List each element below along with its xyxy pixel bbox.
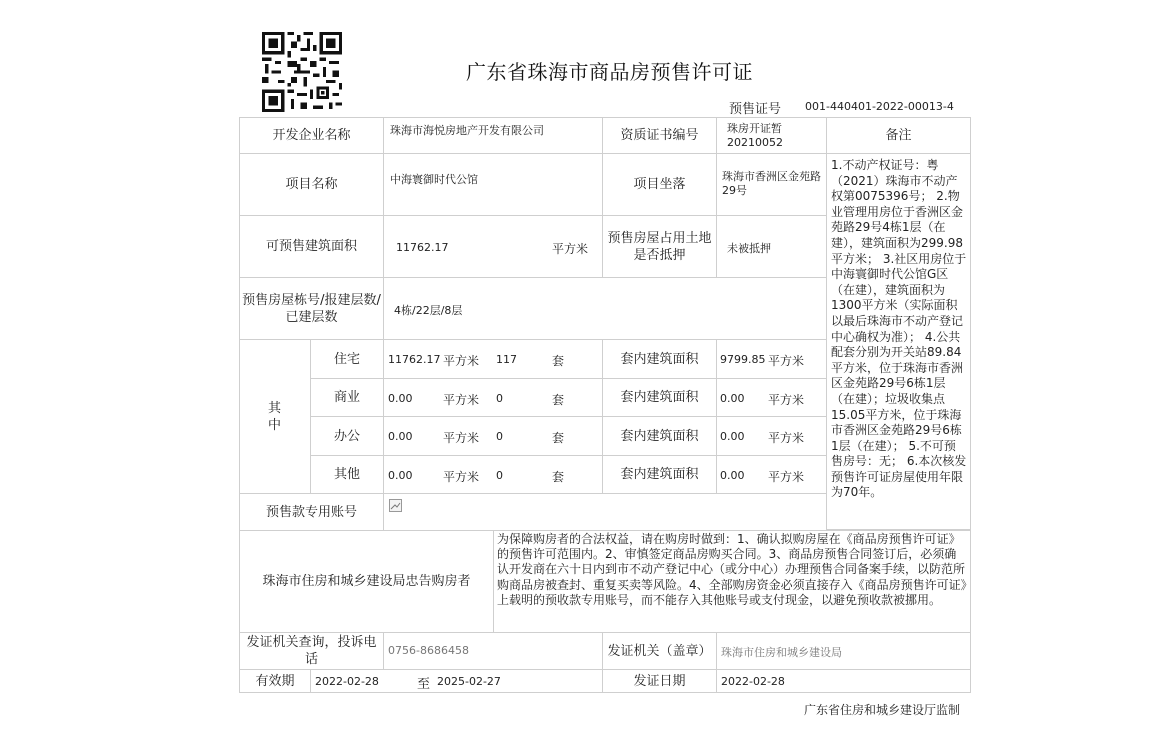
usage-count-unit: 套 bbox=[552, 354, 565, 368]
usage-type: 办公 bbox=[310, 416, 384, 456]
usage-area-unit: 平方米 bbox=[443, 354, 480, 368]
certificate-number-label: 预售证号 bbox=[729, 102, 782, 117]
presale-area-value: 11762.17 bbox=[396, 241, 449, 254]
document-title: 广东省珠海市商品房预售许可证 bbox=[466, 60, 753, 84]
issuer-label: 发证机关（盖章） bbox=[602, 632, 717, 670]
among-label-cell bbox=[239, 339, 311, 494]
account-cell bbox=[383, 493, 827, 531]
valid-to: 2025-02-27 bbox=[437, 675, 501, 688]
usage-count-unit: 套 bbox=[552, 393, 565, 407]
certificate-number: 001-440401-2022-00013-4 bbox=[805, 100, 954, 113]
inquiry-phone: 0756-8686458 bbox=[383, 632, 603, 670]
inner-area-label: 套内建筑面积 bbox=[602, 455, 717, 494]
usage-area-cell bbox=[383, 416, 603, 456]
usage-count-unit: 套 bbox=[552, 470, 565, 484]
inner-area-label: 套内建筑面积 bbox=[602, 416, 717, 456]
usage-count: 117 bbox=[496, 353, 517, 366]
buildings-label: 预售房屋栋号/报建层数/已建层数 bbox=[239, 277, 384, 340]
usage-area-cell bbox=[383, 339, 603, 379]
project-name-label: 项目名称 bbox=[239, 153, 384, 216]
validity-to-label: 至 bbox=[417, 677, 431, 692]
developer-label: 开发企业名称 bbox=[239, 117, 384, 154]
inquiry-phone-label: 发证机关查询，投诉电话 bbox=[239, 632, 384, 670]
usage-type: 住宅 bbox=[310, 339, 384, 379]
notice-text: 为保障购房者的合法权益，请在购房时做到：1、确认拟购房屋在《商品房预售许可证》的预售许可范围内。2、审慎签定商品房购买合同。3、商品房预售合同签订后，必须确认开发商在六十日内到市不动产登记中心（或分中心）办理预售合同备案手续，以防范所购商品房被查封、重复买卖等风险。4、全部购房资金必须直接存入《商品房预售许可证》上载明的预收款专用账号，而不能存入其他账号或支付现金，以避免预收款被挪用。 bbox=[497, 532, 967, 607]
qualification-label: 资质证书编号 bbox=[602, 117, 717, 154]
usage-area-cell bbox=[383, 455, 603, 494]
usage-count: 0 bbox=[496, 469, 503, 482]
usage-area: 0.00 bbox=[388, 392, 413, 405]
valid-from: 2022-02-28 bbox=[315, 675, 379, 688]
usage-count: 0 bbox=[496, 392, 503, 405]
land-mortgage-value: 未被抵押 bbox=[716, 215, 827, 278]
account-label: 预售款专用账号 bbox=[239, 493, 384, 531]
remarks-text: 1.不动产权证号：粤（2021）珠海市不动产权第0075396号； 2.物业管理用房位于香洲区金苑路29号4栋1层（在建），建筑面积为299.98平方米； 3.社区用房位于中海寰御时代公馆G区（在建），建筑面积为1300平方米（实际面积以最后珠海市不动产登记中心确权为准）； 4.公共配套分别为开关站89.84平方米，位于珠海市香洲区金苑路29号6栋1层（在建）；垃圾收集点15.05平方米，位于珠海市香洲区金苑路29号6栋1层（在建）； 5.不可预售房号：无； 6.本次核发预售许可证房屋使用年限为70年。 bbox=[831, 158, 967, 500]
usage-area-unit: 平方米 bbox=[443, 393, 480, 407]
issue-date: 2022-02-28 bbox=[716, 669, 971, 693]
inner-area-cell bbox=[716, 416, 827, 456]
project-name: 中海寰御时代公馆 bbox=[383, 153, 603, 216]
usage-count-unit: 套 bbox=[552, 431, 565, 445]
inner-area-value: 0.00 bbox=[720, 392, 745, 405]
inner-area-unit: 平方米 bbox=[768, 393, 805, 407]
inner-area-value: 0.00 bbox=[720, 469, 745, 482]
inner-area-cell bbox=[716, 339, 827, 379]
presale-area-cell bbox=[383, 215, 603, 278]
qr-code-icon bbox=[262, 32, 342, 112]
developer-name: 珠海市海悦房地产开发有限公司 bbox=[383, 117, 603, 154]
project-location: 珠海市香洲区金苑路29号 bbox=[716, 153, 827, 216]
presale-area-unit: 平方米 bbox=[552, 242, 589, 256]
usage-area-unit: 平方米 bbox=[443, 431, 480, 445]
project-location-label: 项目坐落 bbox=[602, 153, 717, 216]
validity-cell bbox=[310, 669, 603, 693]
inner-area-unit: 平方米 bbox=[768, 354, 805, 368]
usage-area-unit: 平方米 bbox=[443, 470, 480, 484]
usage-area: 0.00 bbox=[388, 469, 413, 482]
broken-image-icon bbox=[389, 499, 402, 512]
inner-area-cell bbox=[716, 455, 827, 494]
usage-count: 0 bbox=[496, 430, 503, 443]
inner-area-label: 套内建筑面积 bbox=[602, 378, 717, 417]
inner-area-cell bbox=[716, 378, 827, 417]
presale-area-label: 可预售建筑面积 bbox=[239, 215, 384, 278]
among-label: 其中 bbox=[268, 401, 282, 433]
usage-area: 0.00 bbox=[388, 430, 413, 443]
inner-area-value: 0.00 bbox=[720, 430, 745, 443]
notice-cell bbox=[493, 530, 971, 633]
issuer-name: 珠海市住房和城乡建设局 bbox=[716, 632, 971, 670]
usage-type: 其他 bbox=[310, 455, 384, 494]
remarks-label: 备注 bbox=[826, 117, 971, 154]
usage-type: 商业 bbox=[310, 378, 384, 417]
inner-area-unit: 平方米 bbox=[768, 470, 805, 484]
validity-label: 有效期 bbox=[239, 669, 311, 693]
inner-area-value: 9799.85 bbox=[720, 353, 766, 366]
authority-notice-label: 珠海市住房和城乡建设局忠告购房者 bbox=[239, 530, 494, 633]
remarks-cell bbox=[826, 153, 971, 530]
footer-supervisor: 广东省住房和城乡建设厅监制 bbox=[804, 703, 961, 717]
qualification-number: 珠房开证暂20210052 bbox=[716, 117, 827, 154]
land-mortgage-label: 预售房屋占用土地是否抵押 bbox=[602, 215, 717, 278]
usage-area: 11762.17 bbox=[388, 353, 441, 366]
buildings-value: 4栋/22层/8层 bbox=[383, 277, 827, 340]
issue-date-label: 发证日期 bbox=[602, 669, 717, 693]
usage-area-cell bbox=[383, 378, 603, 417]
inner-area-unit: 平方米 bbox=[768, 431, 805, 445]
inner-area-label: 套内建筑面积 bbox=[602, 339, 717, 379]
